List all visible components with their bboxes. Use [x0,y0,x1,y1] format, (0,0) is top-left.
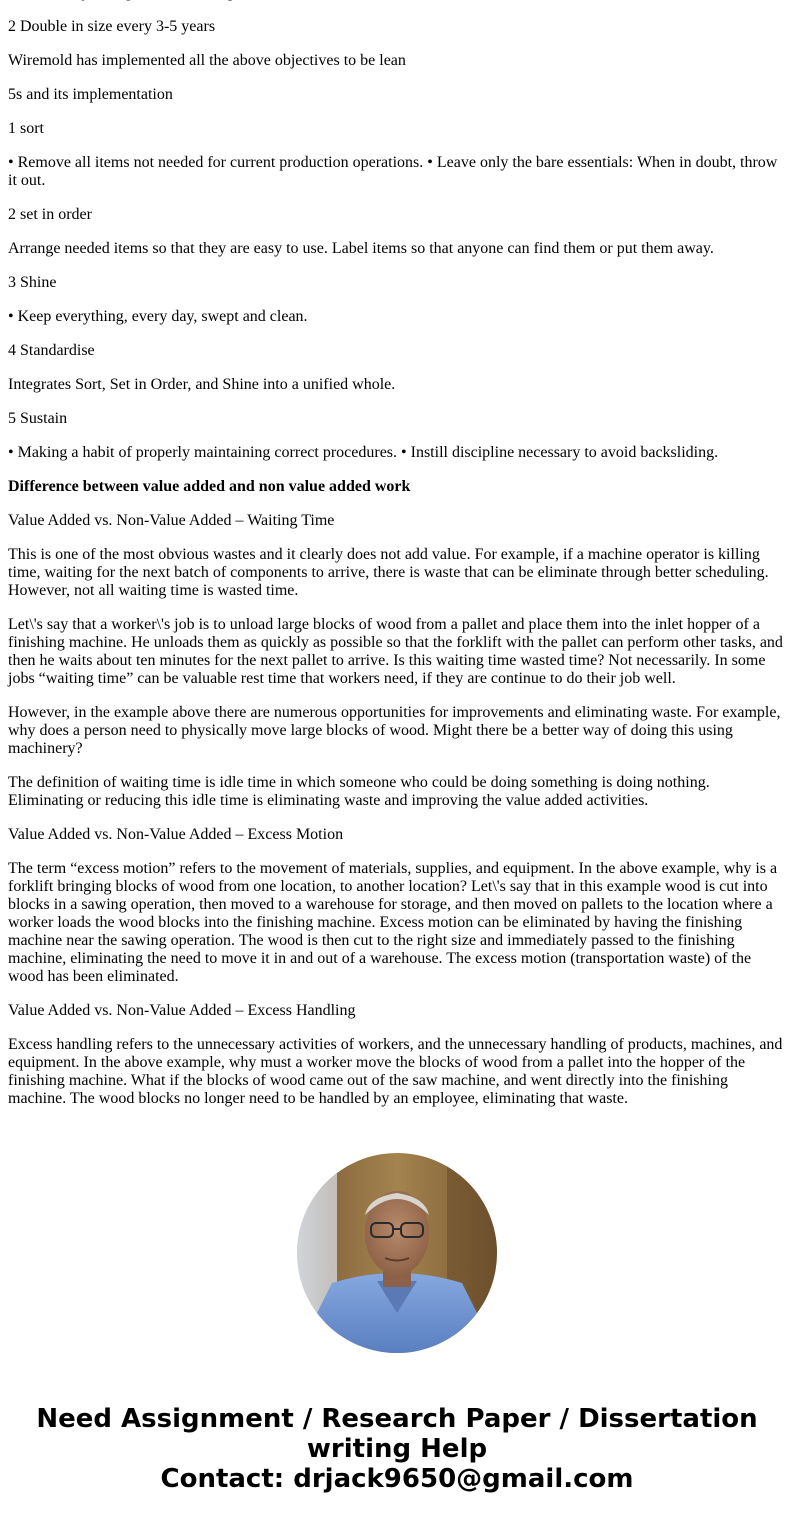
paragraph: Value Added vs. Non-Value Added – Waiting Time [8,512,335,529]
paragraph: 5s and its implementation [8,86,173,103]
paragraph: However, in the example above there are numerous opportunities for improvements and eliminating waste. For example, why does a person need to physically move large blocks of wood. Might there be a better way of doing this using machinery? [8,704,781,757]
paragraph: The definition of waiting time is idle time in which someone who could be doing something is doing nothing. Eliminating or reducing this idle time is eliminating waste and improving the value added activities. [8,774,710,809]
paragraph: Wiremold has implemented all the above objectives to be lean [8,52,406,69]
paragraph: Excess handling refers to the unnecessary activities of workers, and the unnecessary handling of products, machines, and equipment. In the above example, why must a worker move the blocks of wood from a pallet into the hopper of the finishing machine. What if the blocks of wood came out of the saw machine, and went directly into the finishing machine. The wood blocks no longer need to be handled by an employee, eliminating that waste. [8,1036,783,1107]
paragraph: 3 Shine [8,274,57,291]
section-heading: Difference between value added and non value added work [8,478,411,495]
contact-banner [0,1404,794,1494]
paragraph: This is one of the most obvious wastes and it clearly does not add value. For example, if a machine operator is killing time, waiting for the next batch of components to arrive, there is waste that can be eliminate through better scheduling. However, not all waiting time is wasted time. [8,546,769,599]
paragraph: 4 Standardise [8,342,95,359]
paragraph: Arrange needed items so that they are easy to use. Label items so that anyone can find them or put them away. [8,240,714,257]
paragraph: • Remove all items not needed for current production operations. • Leave only the bare essentials: When in doubt, throw it out. [8,154,778,189]
article-body [8,0,786,1124]
paragraph: Value Added vs. Non-Value Added – Excess Motion [8,826,344,843]
paragraph: Let\'s say that a worker\'s job is to unload large blocks of wood from a pallet and place them into the inlet hopper of a finishing machine. He unloads them as quickly as possible so that the forklift with the pallet can perform other tasks, and then he waits about ten minutes for the next pallet to arrive. Is this waiting time wasted time? Not necessarily. In some jobs “waiting time” can be valuable rest time that workers need, if they are continue to do their job well. [8,616,783,687]
paragraph: The term “excess motion” refers to the movement of materials, supplies, and equipment. In the above example, why is a forklift bringing blocks of wood from one location, to another location? Let\'s say that in this example wood is cut into blocks in a sawing operation, then moved to a warehouse for storage, and then moved on pallets to the location where a worker loads the wood blocks into the finishing machine. Excess motion can be eliminated by having the finishing machine near the sawing operation. The wood is then cut to the right size and immediately passed to the finishing machine, eliminating the need to move it in and out of a warehouse. The excess motion (transportation waste) of the wood has been eliminated. [8,860,778,985]
paragraph: • Making a habit of properly maintaining correct procedures. • Instill discipline necessary to avoid backsliding. [8,444,719,461]
paragraph: 2 Double in size every 3-5 years [8,18,216,35]
author-portrait-icon [297,1153,497,1353]
paragraph: 5 Sustain [8,410,68,427]
paragraph: 1 sort [8,120,44,137]
banner-line-1: Need Assignment / Research Paper / Dissertation [36,1404,758,1434]
paragraph [8,0,786,2]
author-avatar [297,1153,497,1353]
paragraph: 2 set in order [8,206,92,223]
paragraph: • Keep everything, every day, swept and clean. [8,308,308,325]
paragraph: Integrates Sort, Set in Order, and Shine into a unified whole. [8,376,396,393]
paragraph: Value Added vs. Non-Value Added – Excess Handling [8,1002,356,1019]
banner-contact-line: Contact: drjack9650@gmail.com [160,1464,634,1494]
banner-line-2: writing Help [306,1434,488,1464]
